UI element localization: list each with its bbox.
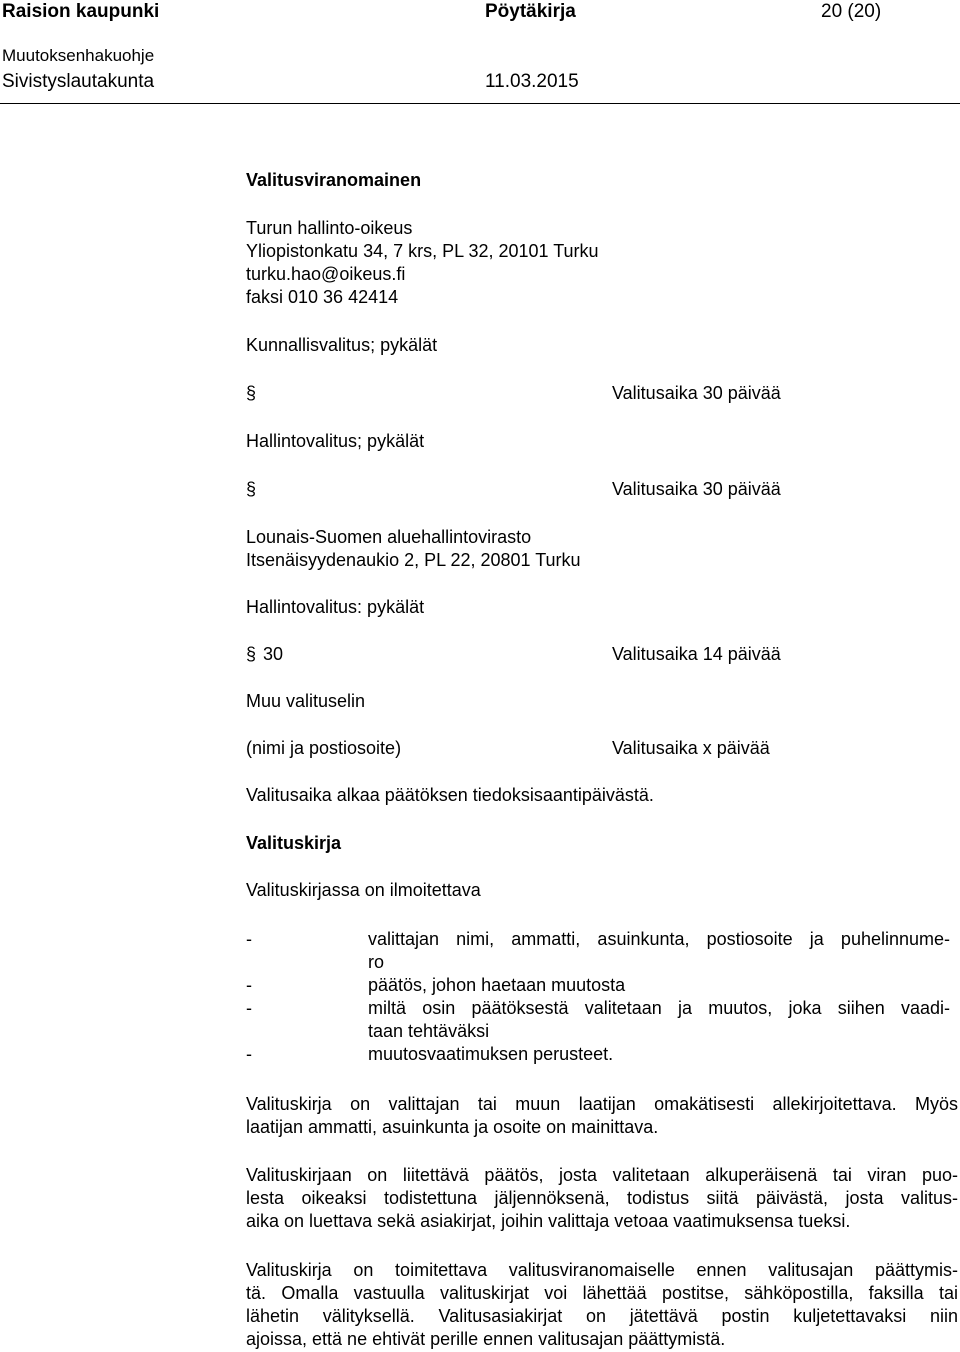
paragraph-line: laatijan ammatti, asuinkunta ja osoite on mainittava. <box>246 1117 659 1137</box>
list-item <box>368 997 950 1043</box>
paragraph-line: Valituskirja on toimitettava valitusviranomaiselle ennen valitusajan päättymis- <box>246 1260 958 1280</box>
document-type: Pöytäkirja <box>485 1 576 22</box>
paragraph-line: lähetin välityksellä. Valitusasiakirjat on jätettävä postin kuljetettavaksi niin <box>246 1306 958 1326</box>
other-body-address: (nimi ja postiosoite) <box>246 738 402 758</box>
list-bullet: - <box>246 1044 252 1064</box>
document-subtitle: Muutoksenhakuohje <box>2 46 155 65</box>
list-item-line: valittajan nimi, ammatti, asuinkunta, postiosoite ja puhelinnume- <box>368 929 950 949</box>
authority-address: Yliopistonkatu 34, 7 krs, PL 32, 20101 Turku <box>246 241 599 261</box>
paragraph-line: Valituskirja on valittajan tai muun laatijan omakätisesti allekirjoitettava. Myös <box>246 1094 958 1114</box>
list-item-line: miltä osin päätöksestä valitetaan ja muutos, joka siihen vaadi- <box>368 998 950 1018</box>
admin-appeal-period: Valitusaika 30 päivää <box>612 479 781 499</box>
list-item <box>368 974 950 997</box>
list-bullet: - <box>246 929 252 949</box>
admin2-sections: 30 <box>263 644 284 664</box>
paragraph-line: ajoissa, että ne ehtivät perille ennen valitusajan päättymistä. <box>246 1329 726 1349</box>
list-item <box>368 1043 950 1066</box>
attachments-paragraph <box>246 1164 958 1233</box>
letter-heading: Valituskirja <box>246 833 342 853</box>
list-item <box>368 928 950 974</box>
municipal-section-symbol: § <box>246 383 257 403</box>
delivery-paragraph <box>246 1259 958 1351</box>
header-divider <box>0 103 960 104</box>
authority-name: Turun hallinto-oikeus <box>246 218 413 238</box>
other-body-period: Valitusaika x päivää <box>612 738 770 758</box>
letter-intro: Valituskirjassa on ilmoitettava <box>246 880 481 900</box>
list-bullet: - <box>246 975 252 995</box>
board-name: Sivistyslautakunta <box>2 71 155 92</box>
paragraph-line: lesta oikeaksi todistettuna jäljennöksenä, todistus siitä päivästä, josta valitus- <box>246 1188 958 1208</box>
admin-appeal-label: Hallintovalitus; pykälät <box>246 431 425 451</box>
organization-name: Raision kaupunki <box>2 1 160 22</box>
list-item-line: muutosvaatimuksen perusteet. <box>368 1044 614 1064</box>
paragraph-line: Valituskirjaan on liitettävä päätös, josta valitetaan alkuperäisenä tai viran puo- <box>246 1165 958 1185</box>
paragraph-line: aika on luettava sekä asiakirjat, joihin valittaja vetoaa vaatimuksensa tueksi. <box>246 1211 851 1231</box>
admin2-appeal-period: Valitusaika 14 päivää <box>612 644 781 664</box>
authority-fax: faksi 010 36 42414 <box>246 287 399 307</box>
list-item-line: taan tehtäväksi <box>368 1021 490 1041</box>
other-body-label: Muu valituselin <box>246 691 366 711</box>
list-item-line: ro <box>368 952 385 972</box>
agency-name: Lounais-Suomen aluehallintovirasto <box>246 527 532 547</box>
period-start-note: Valitusaika alkaa päätöksen tiedoksisaantipäivästä. <box>246 785 654 805</box>
list-bullet: - <box>246 998 252 1018</box>
admin2-appeal-label: Hallintovalitus: pykälät <box>246 597 425 617</box>
page-number: 20 (20) <box>821 1 882 22</box>
signature-paragraph <box>246 1093 958 1139</box>
meeting-date: 11.03.2015 <box>485 71 579 92</box>
admin2-section-symbol: § <box>246 644 257 664</box>
paragraph-line: tä. Omalla vastuulla valituskirjat voi lähettää postitse, sähköpostilla, faksilla tai <box>246 1283 958 1303</box>
municipal-appeal-label: Kunnallisvalitus; pykälät <box>246 335 438 355</box>
municipal-appeal-period: Valitusaika 30 päivää <box>612 383 781 403</box>
authority-email: turku.hao@oikeus.fi <box>246 264 406 284</box>
agency-address: Itsenäisyydenaukio 2, PL 22, 20801 Turku <box>246 550 581 570</box>
list-item-line: päätös, johon haetaan muutosta <box>368 975 626 995</box>
authority-heading: Valitusviranomainen <box>246 170 422 190</box>
admin-section-symbol: § <box>246 479 257 499</box>
